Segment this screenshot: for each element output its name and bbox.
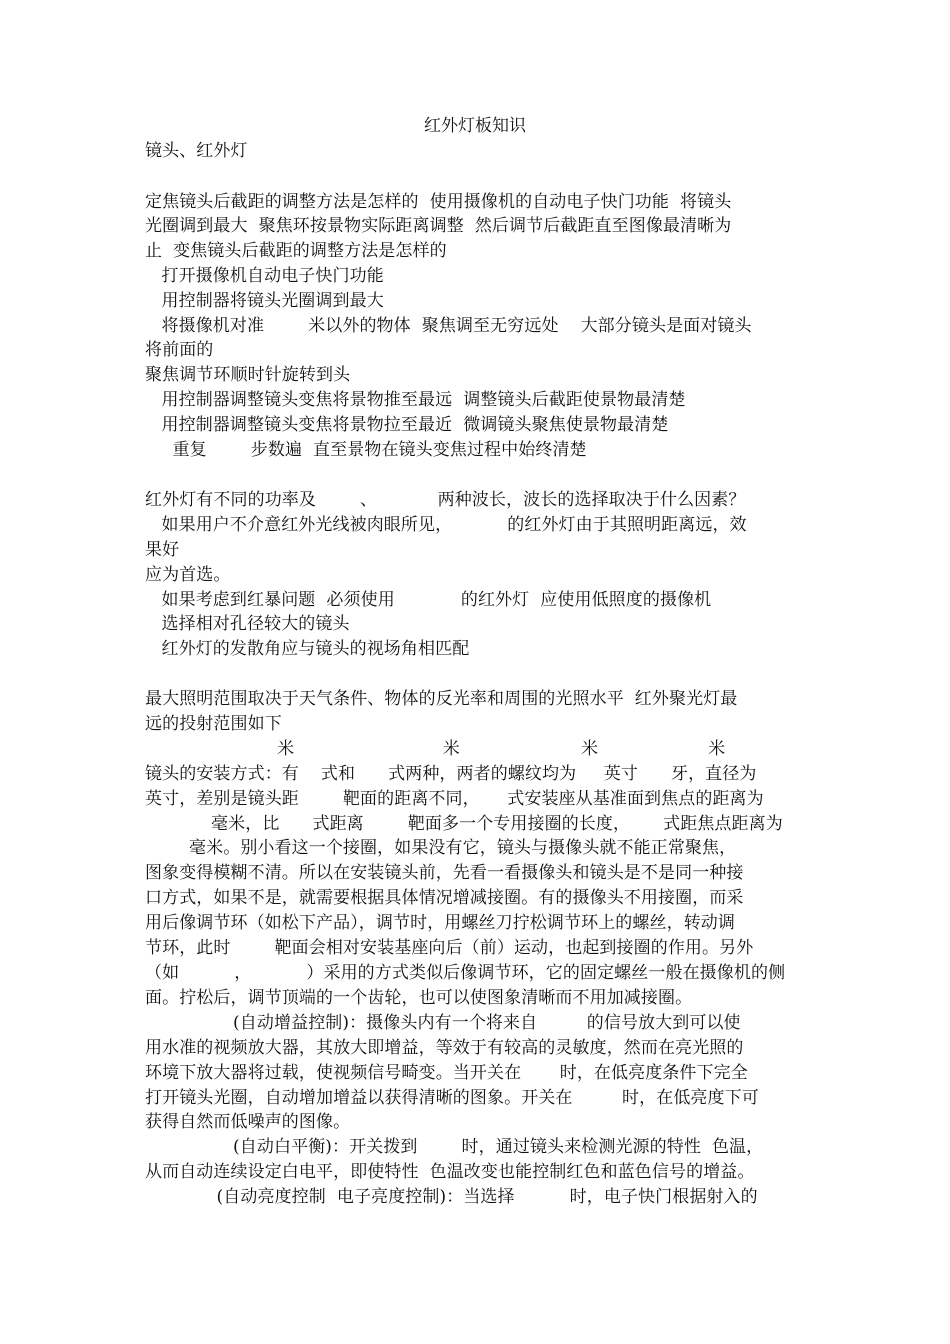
text-line: 获得自然而低噪声的图像。 [145,1112,351,1132]
text-line: 止 变焦镜头后截距的调整方法是怎样的 [145,241,447,261]
text-line: 应为首选。 [145,565,231,585]
text-line: 如果考虑到红暴问题 必须使用 的红外灯 应使用低照度的摄像机 [145,590,712,610]
text-line: 果好 [145,540,180,560]
text-line: 光圈调到最大 聚焦环按景物实际距离调整 然后调节后截距直至图像最清晰为 [145,216,732,236]
section-heading: 镜头、红外灯 [145,141,248,161]
text-line: 定焦镜头后截距的调整方法是怎样的 使用摄像机的自动电子快门功能 将镜头 [145,192,732,212]
text-line: （如 ， ）采用的方式类似后像调节环，它的固定螺丝一般在摄像机的侧 [145,963,786,983]
text-line: 用控制器调整镜头变焦将景物推至最远 调整镜头后截距使景物最清楚 [145,390,686,410]
text-line: 重复 步数遍 直至景物在镜头变焦过程中始终清楚 [145,440,587,460]
text-line: 将前面的 [145,340,214,360]
text-line: 镜头的安装方式：有 式和 式两种，两者的螺纹均为 英寸 牙，直径为 [145,764,757,784]
text-line: (自动增益控制)：摄像头内有一个将来自 的信号放大到可以使 [145,1013,741,1033]
text-line: 口方式，如果不是，就需要根据具体情况增减接圈。有的摄像头不用接圈，而采 [145,888,744,908]
text-line: 节环，此时 靶面会相对安装基座向后（前）运动，也起到接圈的作用。另外 [145,938,754,958]
text-line: 如果用户不介意红外光线被肉眼所见， 的红外灯由于其照明距离远，效 [145,515,747,535]
text-line: 红外灯的发散角应与镜头的视场角相匹配 [145,639,470,659]
text-line: 用后像调节环（如松下产品），调节时，用螺丝刀拧松调节环上的螺丝，转动调 [145,913,735,933]
text-line: 图象变得模糊不清。所以在安装镜头前，先看一看摄像头和镜头是不是同一种接 [145,863,744,883]
text-line: 聚焦调节环顺时针旋转到头 [145,365,351,385]
text-line: 选择相对孔径较大的镜头 [145,614,350,634]
text-line: 远的投射范围如下 [145,714,282,734]
page-title: 红外灯板知识 [424,116,526,136]
text-line: 毫米。别小看这一个接圈，如果没有它，镜头与摄像头就不能正常聚焦， [145,838,737,858]
text-line: 从而自动连续设定白电平，即使特性 色温改变也能控制红色和蓝色信号的增益。 [145,1162,755,1182]
text-line: 用控制器将镜头光圈调到最大 [145,291,384,311]
text-line: 打开摄像机自动电子快门功能 [145,266,384,286]
text-line: 打开镜头光圈，自动增加增益以获得清晰的图象。开关在 时，在低亮度下可 [145,1088,759,1108]
text-line: 英寸，差别是镜头距 靶面的距离不同， 式安装座从基准面到焦点的距离为 [145,789,764,809]
text-line: 用水准的视频放大器，其放大即增益，等效于有较高的灵敏度，然而在亮光照的 [145,1038,744,1058]
text-line: 红外灯有不同的功率及 、 两种波长，波长的选择取决于什么因素？ [145,490,746,510]
text-line: 最大照明范围取决于天气条件、物体的反光率和周围的光照水平 红外聚光灯最 [145,689,738,709]
text-line: 用控制器调整镜头变焦将景物拉至最近 微调镜头聚焦使景物最清楚 [145,415,669,435]
text-line: 将摄像机对准 米以外的物体 聚焦调至无穷远处 大部分镜头是面对镜头 [145,316,752,336]
text-line: 环境下放大器将过载，使视频信号畸变。当开关在 时，在低亮度条件下完全 [145,1063,748,1083]
text-line: (自动白平衡)：开关拨到 时，通过镜头来检测光源的特性 色温， [145,1137,764,1157]
text-line: (自动亮度控制 电子亮度控制)：当选择 时，电子快门根据射入的 [145,1187,758,1207]
text-line: 毫米，比 式距离 靶面多一个专用接圈的长度， 式距焦点距离为 [145,814,783,834]
text-line: 面。拧松后，调节顶端的一个齿轮，也可以使图象清晰而不用加减接圈。 [145,988,693,1008]
range-values-line: 米 米 米 米 [145,739,726,759]
